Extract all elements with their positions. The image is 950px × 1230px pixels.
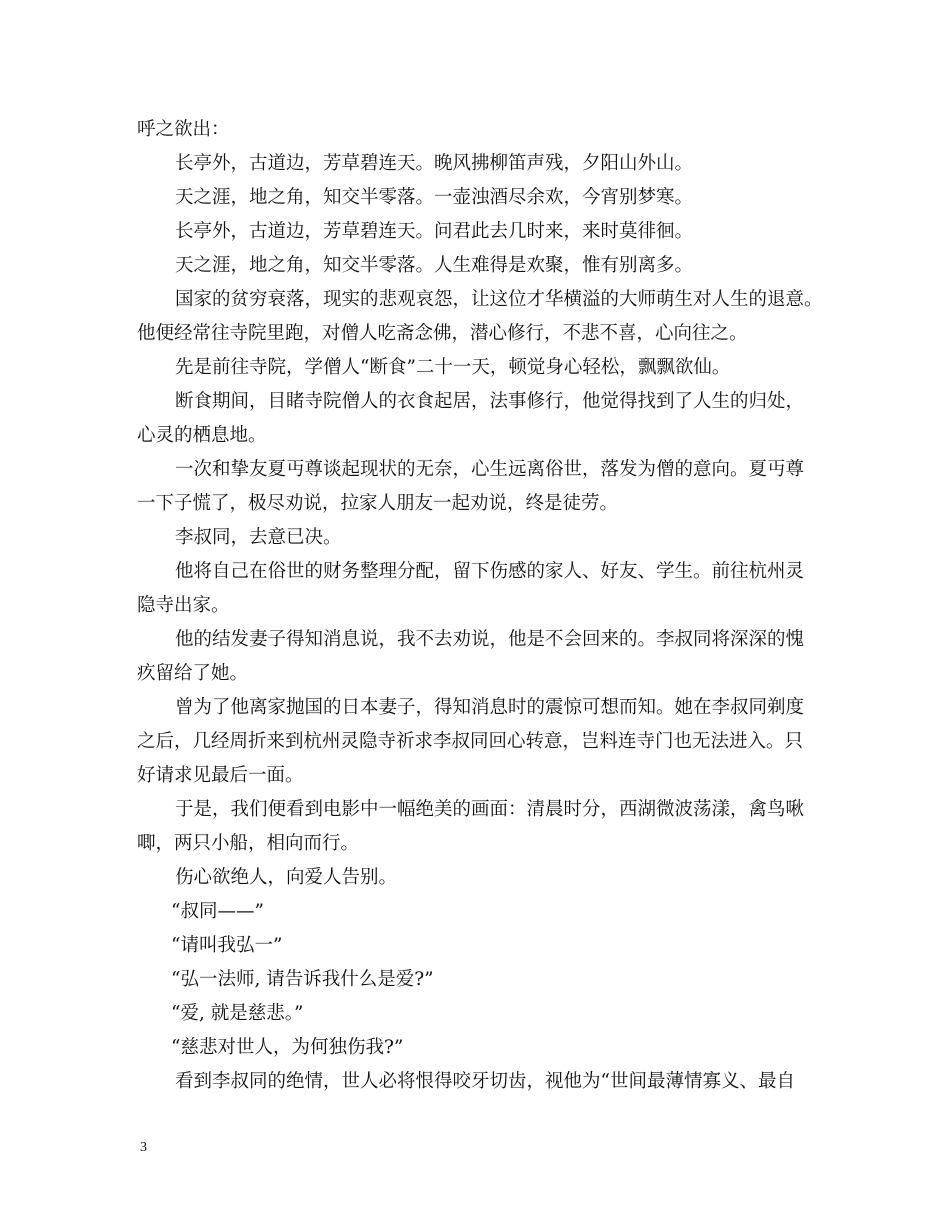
text-line-28: “慈悲对世人，为何独伤我?” — [171, 1037, 404, 1058]
text-line-27: “爱, 就是慈悲。” — [171, 1003, 304, 1024]
text-line-12: 一下子慌了，极尽劝说，拉家人朋友一起劝说，终是徒劳。 — [137, 493, 619, 514]
text-line-5: 天之涯，地之角，知交半零落。人生难得是欢聚，惟有别离多。 — [175, 255, 694, 276]
text-line-25: “请叫我弘一” — [171, 935, 283, 956]
text-line-20: 好请求见最后一面。 — [137, 765, 304, 786]
text-line-23: 伤心欲绝人，向爱人告别。 — [175, 867, 398, 888]
text-line-22: 唧，两只小船，相向而行。 — [137, 833, 360, 854]
text-line-7: 他便经常往寺院里跑，对僧人吃斋念佛，潜心修行，不悲不喜，心向往之。 — [137, 323, 748, 344]
text-line-6: 国家的贫穷衰落，现实的悲观哀怨，让这位才华横溢的大师萌生对人生的退意。 — [175, 289, 823, 310]
text-line-21: 于是，我们便看到电影中一幅绝美的画面：清晨时分，西湖微波荡漾，禽鸟啾 — [175, 799, 805, 820]
text-line-13: 李叔同，去意已决。 — [175, 527, 342, 548]
text-line-3: 天之涯，地之角，知交半零落。一壶浊酒尽余欢，今宵别梦寒。 — [175, 187, 694, 208]
text-line-24: “叔同——” — [171, 901, 264, 922]
text-line-2: 长亭外，古道边，芳草碧连天。晚风拂柳笛声残，夕阳山外山。 — [175, 153, 694, 174]
text-line-11: 一次和挚友夏丏尊谈起现状的无奈，心生远离俗世，落发为僧的意向。夏丏尊 — [175, 459, 805, 480]
text-line-15: 隐寺出家。 — [137, 595, 230, 616]
text-line-17: 疚留给了她。 — [137, 663, 249, 684]
text-line-29: 看到李叔同的绝情，世人必将恨得咬牙切齿，视他为“世间最薄情寡义、最自 — [175, 1071, 795, 1092]
text-line-10: 心灵的栖息地。 — [137, 425, 267, 446]
text-line-14: 他将自己在俗世的财务整理分配，留下伤感的家人、好友、学生。前往杭州灵 — [175, 561, 805, 582]
text-line-16: 他的结发妻子得知消息说，我不去劝说，他是不会回来的。李叔同将深深的愧 — [175, 629, 805, 650]
text-line-9: 断食期间，目睹寺院僧人的衣食起居，法事修行，他觉得找到了人生的归处， — [175, 391, 805, 412]
page-number: 3 — [140, 1140, 147, 1155]
text-line-8: 先是前往寺院，学僧人“断食”二十一天，顿觉身心轻松，飘飘欲仙。 — [175, 357, 731, 378]
text-line-19: 之后，几经周折来到杭州灵隐寺祈求李叔同回心转意，岂料连寺门也无法进入。只 — [137, 731, 804, 752]
text-line-18: 曾为了他离家抛国的日本妻子，得知消息时的震惊可想而知。她在李叔同剃度 — [175, 697, 805, 718]
text-line-26: “弘一法师, 请告诉我什么是爱?” — [171, 969, 434, 990]
text-line-4: 长亭外，古道边，芳草碧连天。问君此去几时来，来时莫徘徊。 — [175, 221, 694, 242]
text-line-1: 呼之欲出： — [137, 119, 230, 140]
